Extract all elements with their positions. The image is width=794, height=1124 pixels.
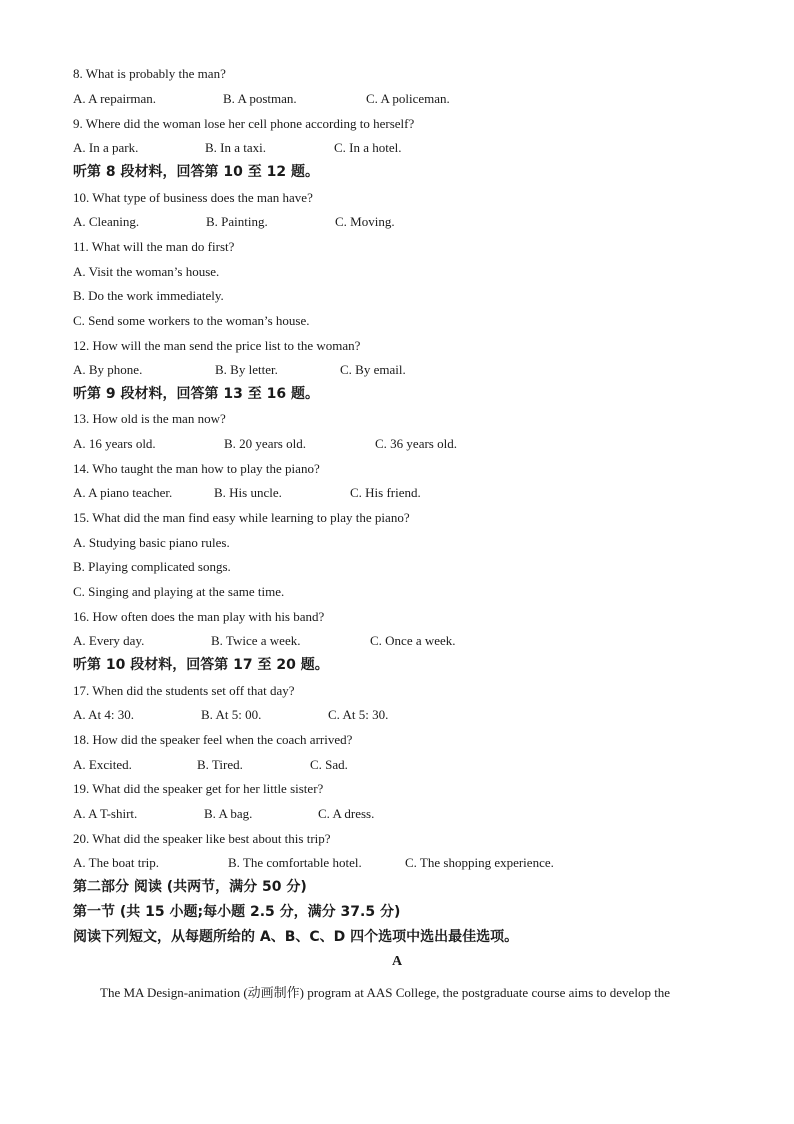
part-2-heading: 第二部分 阅读 (共两节，满分 50 分)	[73, 879, 307, 895]
option-b: B. By letter.	[215, 362, 278, 377]
question-10: 10. What type of business does the man have?	[73, 190, 313, 205]
question-8: 8. What is probably the man?	[73, 66, 226, 81]
question-18: 18. How did the speaker feel when the coach arrived?	[73, 732, 353, 747]
option-a: A. Cleaning.	[73, 214, 140, 229]
question-11: 11. What will the man do first?	[73, 239, 235, 254]
question-17: 17. When did the students set off that day?	[73, 683, 295, 698]
option-c: C. Send some workers to the woman’s house.	[73, 313, 310, 328]
option-c: C. His friend.	[350, 485, 421, 500]
section-1-heading: 第一节 (共 15 小题;每小题 2.5 分，满分 37.5 分)	[73, 904, 401, 920]
option-a: A. The boat trip.	[73, 855, 160, 870]
option-a: A. At 4: 30.	[73, 707, 135, 722]
option-a: A. By phone.	[73, 362, 143, 377]
option-c: C. By email.	[340, 362, 406, 377]
option-b: B. Do the work immediately.	[73, 288, 224, 303]
option-a: A. Visit the woman’s house.	[73, 264, 220, 279]
option-a: A. Every day.	[73, 633, 145, 648]
option-c: C. 36 years old.	[375, 436, 457, 451]
option-c: C. Moving.	[335, 214, 395, 229]
question-13: 13. How old is the man now?	[73, 411, 226, 426]
option-b: B. A postman.	[223, 91, 297, 106]
option-a: A. Studying basic piano rules.	[73, 535, 230, 550]
passage-first-line: The MA Design-animation (动画制作) program at AAS College, the postgraduate course aims to develop the	[100, 985, 671, 1000]
option-b: B. The comfortable hotel.	[228, 855, 362, 870]
option-a: A. A T-shirt.	[73, 806, 138, 821]
option-b: B. 20 years old.	[224, 436, 306, 451]
option-b: B. Playing complicated songs.	[73, 559, 231, 574]
option-b: B. A bag.	[204, 806, 253, 821]
option-a: A. A piano teacher.	[73, 485, 173, 500]
section-heading-9: 听第 9 段材料，回答第 13 至 16 题。	[73, 386, 319, 402]
option-c: C. The shopping experience.	[405, 855, 554, 870]
option-b: B. Painting.	[206, 214, 268, 229]
passage-label: A	[391, 954, 403, 969]
option-a: A. In a park.	[73, 140, 139, 155]
question-16: 16. How often does the man play with his band?	[73, 609, 325, 624]
question-14: 14. Who taught the man how to play the piano?	[73, 461, 320, 476]
option-c: C. A policeman.	[366, 91, 450, 106]
section-heading-10: 听第 10 段材料，回答第 17 至 20 题。	[73, 657, 329, 673]
option-b: B. At 5: 00.	[201, 707, 262, 722]
question-12: 12. How will the man send the price list to the woman?	[73, 338, 361, 353]
option-a: A. 16 years old.	[73, 436, 156, 451]
option-a: A. Excited.	[73, 757, 132, 772]
option-b: B. Tired.	[197, 757, 243, 772]
option-c: C. In a hotel.	[334, 140, 402, 155]
question-15: 15. What did the man find easy while learning to play the piano?	[73, 510, 410, 525]
option-c: C. A dress.	[318, 806, 375, 821]
question-20: 20. What did the speaker like best about this trip?	[73, 831, 331, 846]
option-c: C. Once a week.	[370, 633, 456, 648]
reading-instruction: 阅读下列短文，从每题所给的 A、B、C、D 四个选项中选出最佳选项。	[73, 929, 519, 945]
question-19: 19. What did the speaker get for her little sister?	[73, 781, 324, 796]
option-c: C. Singing and playing at the same time.	[73, 584, 285, 599]
section-heading-8: 听第 8 段材料，回答第 10 至 12 题。	[73, 164, 319, 180]
question-9: 9. Where did the woman lose her cell phone according to herself?	[73, 116, 415, 131]
option-b: B. Twice a week.	[211, 633, 301, 648]
option-b: B. His uncle.	[214, 485, 282, 500]
option-b: B. In a taxi.	[205, 140, 267, 155]
option-a: A. A repairman.	[73, 91, 157, 106]
option-c: C. Sad.	[310, 757, 348, 772]
option-c: C. At 5: 30.	[328, 707, 389, 722]
